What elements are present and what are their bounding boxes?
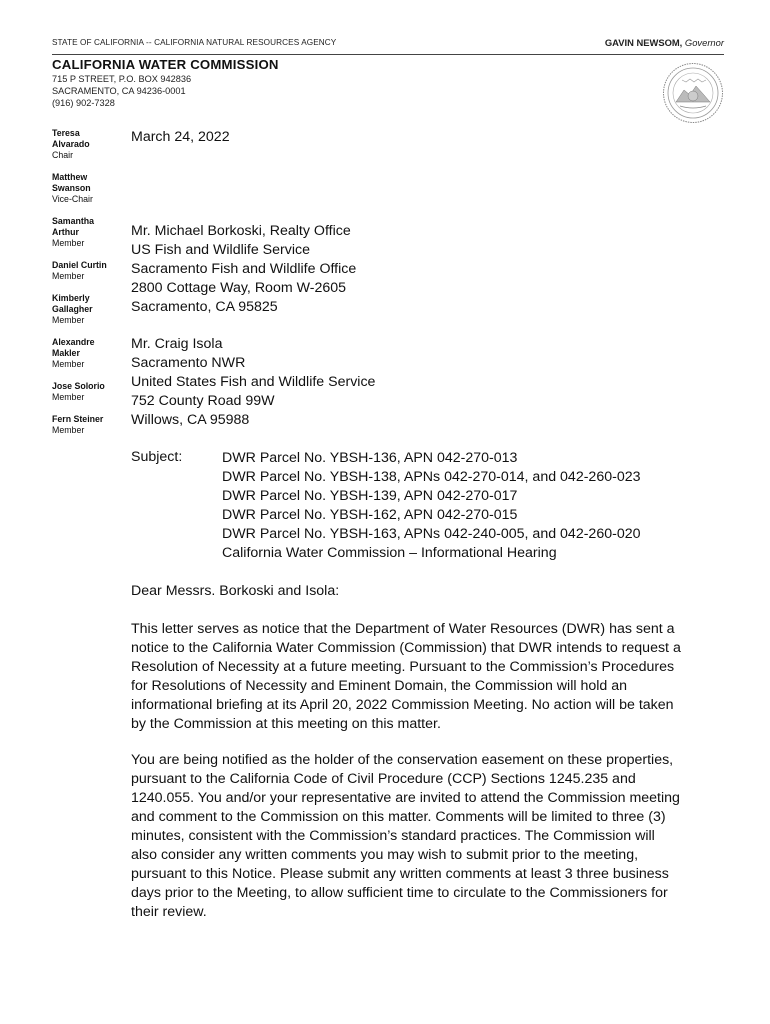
paragraph-line: their review. xyxy=(131,904,207,920)
paragraph-line: This letter serves as notice that the Department of Water Resources (DWR) has sent a xyxy=(131,621,675,637)
subject-line: California Water Commission – Informational Hearing xyxy=(222,545,557,561)
member-name: Daniel Curtin xyxy=(52,260,107,270)
member-role: Member xyxy=(52,392,85,402)
member-name: Jose Solorio xyxy=(52,381,105,391)
subject-line: DWR Parcel No. YBSH-136, APN 042-270-013 xyxy=(222,450,518,466)
member-role: Member xyxy=(52,315,85,325)
paragraph-line: 1240.055. You and/or your representative are invited to attend the Commission meeting xyxy=(131,790,680,806)
recipient-line: Willows, CA 95988 xyxy=(131,412,250,428)
address-line-2: SACRAMENTO, CA 94236-0001 xyxy=(52,86,186,96)
member-entry xyxy=(52,414,132,436)
recipient-line: Mr. Craig Isola xyxy=(131,336,223,352)
recipient-block-2 xyxy=(131,335,721,430)
paragraph-easement xyxy=(131,751,721,922)
member-name: Fern Steiner xyxy=(52,414,104,424)
recipient-line: US Fish and Wildlife Service xyxy=(131,242,310,258)
subject-block xyxy=(222,449,641,563)
paragraph-line: for Resolutions of Necessity and Eminent Domain, the Commission will hold an xyxy=(131,678,627,694)
member-entry xyxy=(52,172,132,205)
subject-line: DWR Parcel No. YBSH-138, APNs 042-270-014, and 042-260-023 xyxy=(222,469,641,485)
commission-members-list xyxy=(52,128,132,447)
member-role: Member xyxy=(52,271,85,281)
commission-name: CALIFORNIA WATER COMMISSION xyxy=(52,57,279,72)
salutation: Dear Messrs. Borkoski and Isola: xyxy=(131,583,340,599)
subject-label: Subject: xyxy=(131,449,183,465)
subject-line: DWR Parcel No. YBSH-139, APN 042-270-017 xyxy=(222,488,518,504)
member-name: Samantha xyxy=(52,216,95,226)
member-name: Makler xyxy=(52,348,80,358)
recipient-line: Sacramento Fish and Wildlife Office xyxy=(131,261,357,277)
address-line-3: (916) 902-7328 xyxy=(52,98,115,108)
member-role: Member xyxy=(52,359,85,369)
member-entry xyxy=(52,128,132,161)
state-seal-icon xyxy=(662,62,724,124)
paragraph-line: by the Commission at this meeting on this matter. xyxy=(131,716,441,732)
paragraph-line: pursuant to this Notice. Please submit any written comments at least 3 three business xyxy=(131,866,669,882)
member-name: Swanson xyxy=(52,183,91,193)
recipient-line: United States Fish and Wildlife Service xyxy=(131,374,376,390)
member-name: Alexandre xyxy=(52,337,95,347)
member-name: Gallagher xyxy=(52,304,93,314)
recipient-line: 752 County Road 99W xyxy=(131,393,275,409)
recipient-line: Mr. Michael Borkoski, Realty Office xyxy=(131,223,351,239)
governor-name: GAVIN NEWSOM, xyxy=(604,37,683,48)
letter-date: March 24, 2022 xyxy=(131,129,230,145)
member-name: Arthur xyxy=(52,227,79,237)
member-name: Matthew xyxy=(52,172,88,182)
member-name: Kimberly xyxy=(52,293,90,303)
governor-title: Governor xyxy=(684,37,724,48)
subject-line: DWR Parcel No. YBSH-162, APN 042-270-015 xyxy=(222,507,518,523)
member-entry xyxy=(52,216,132,249)
member-role: Member xyxy=(52,238,85,248)
recipient-line: Sacramento NWR xyxy=(131,355,246,371)
agency-name: STATE OF CALIFORNIA -- CALIFORNIA NATURAL RESOURCES AGENCY xyxy=(52,38,337,47)
member-role: Chair xyxy=(52,150,74,160)
recipient-line: 2800 Cottage Way, Room W-2605 xyxy=(131,280,347,296)
paragraph-line: You are being notified as the holder of the conservation easement on these properties, xyxy=(131,752,674,768)
paragraph-line: also consider any written comments you may wish to submit prior to the meeting, xyxy=(131,847,639,863)
paragraph-line: Resolution of Necessity at a future meeting. Pursuant to the Commission’s Procedures xyxy=(131,659,675,675)
paragraph-line: informational briefing at its April 20, 2022 Commission Meeting. No action will be taken xyxy=(131,697,674,713)
paragraph-notice xyxy=(131,620,721,734)
paragraph-line: minutes, consistent with the Commission’s standard practices. The Commission will xyxy=(131,828,655,844)
member-name: Alvarado xyxy=(52,139,90,149)
member-role: Member xyxy=(52,425,85,435)
address-line-1: 715 P STREET, P.O. BOX 942836 xyxy=(52,74,192,84)
recipient-line: Sacramento, CA 95825 xyxy=(131,299,278,315)
member-entry xyxy=(52,381,132,403)
paragraph-line: pursuant to the California Code of Civil Procedure (CCP) Sections 1245.235 and xyxy=(131,771,636,787)
paragraph-line: days prior to the Meeting, to allow sufficient time to circulate to the Commissioners for xyxy=(131,885,668,901)
recipient-block-1 xyxy=(131,222,721,317)
letterhead-bar xyxy=(52,38,724,55)
member-name: Teresa xyxy=(52,128,80,138)
paragraph-line: and comment to the Commission on this matter. Comments will be limited to three (3) xyxy=(131,809,666,825)
paragraph-line: notice to the California Water Commission (Commission) that DWR intends to request a xyxy=(131,640,681,656)
member-entry xyxy=(52,260,132,282)
member-entry xyxy=(52,293,132,326)
governor-line xyxy=(605,37,724,48)
member-role: Vice-Chair xyxy=(52,194,93,204)
subject-line: DWR Parcel No. YBSH-163, APNs 042-240-005, and 042-260-020 xyxy=(222,526,641,542)
member-entry xyxy=(52,337,132,370)
